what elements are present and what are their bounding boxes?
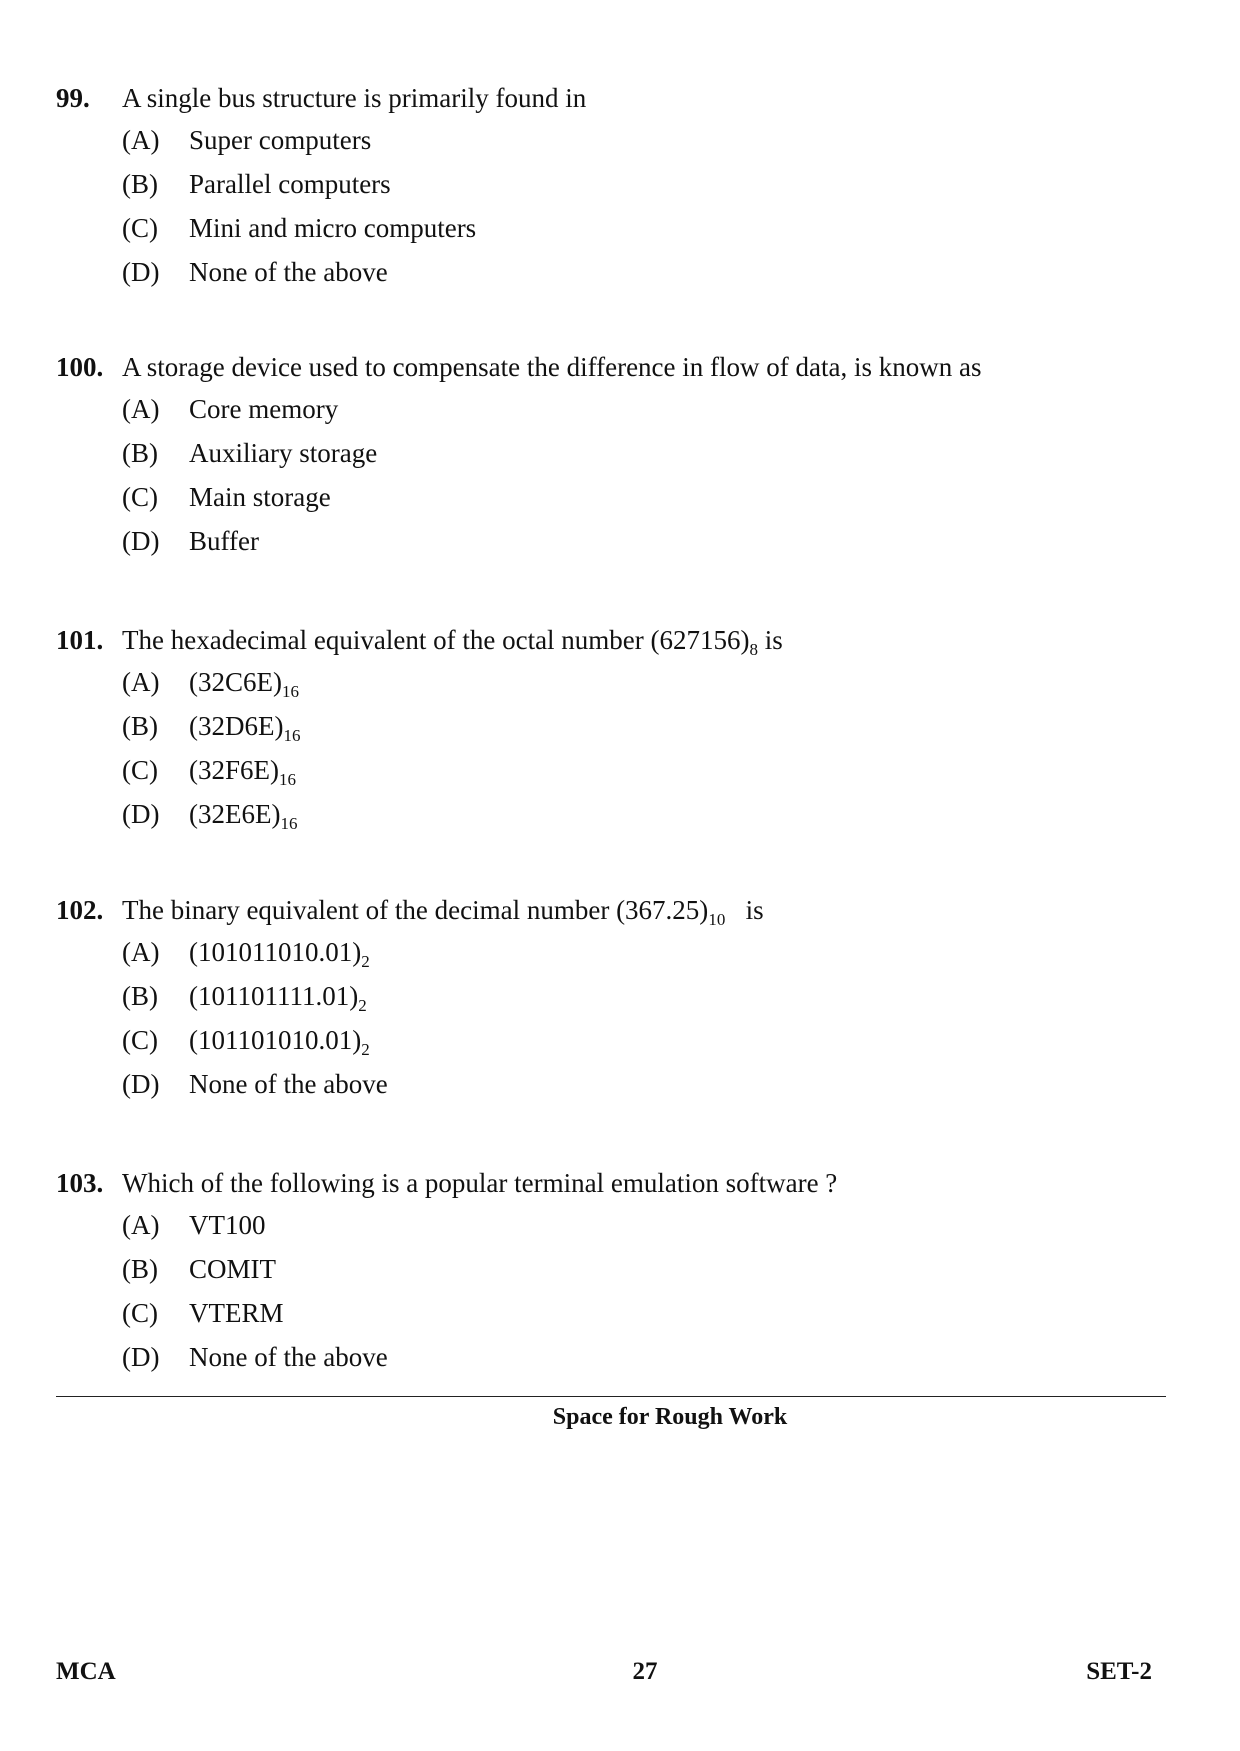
option-label: (D) bbox=[122, 526, 160, 556]
option-a bbox=[56, 387, 1176, 431]
option-c bbox=[56, 475, 1176, 519]
option-text: Mini and micro computers bbox=[189, 213, 477, 243]
option-d bbox=[56, 250, 1176, 294]
footer-set: SET-2 bbox=[1086, 1658, 1152, 1685]
question-number: 100. bbox=[56, 352, 104, 382]
option-text: Super computers bbox=[189, 125, 372, 155]
question-102 bbox=[56, 890, 1176, 1106]
option-c bbox=[56, 1018, 1176, 1062]
question-number: 102. bbox=[56, 895, 104, 925]
question-number: 103. bbox=[56, 1168, 104, 1198]
option-value: (32C6E) bbox=[189, 667, 282, 697]
option-value: (32F6E) bbox=[189, 755, 279, 785]
option-text: Main storage bbox=[189, 482, 331, 512]
base-subscript: 2 bbox=[358, 996, 367, 1015]
base-subscript: 2 bbox=[361, 1040, 370, 1059]
option-label: (A) bbox=[122, 937, 160, 967]
option-label: (D) bbox=[122, 799, 160, 829]
option-b bbox=[56, 704, 1176, 748]
option-text: None of the above bbox=[189, 1069, 388, 1099]
question-text-main: The hexadecimal equivalent of the octal number (627156) bbox=[122, 625, 750, 655]
option-label: (B) bbox=[122, 169, 158, 199]
option-d bbox=[56, 1062, 1176, 1106]
option-label: (C) bbox=[122, 1025, 158, 1055]
option-label: (C) bbox=[122, 755, 158, 785]
option-d bbox=[56, 792, 1176, 836]
question-number: 101. bbox=[56, 625, 104, 655]
question-text: A storage device used to compensate the difference in flow of data, is known as bbox=[122, 352, 982, 382]
option-text bbox=[189, 974, 367, 1018]
option-a bbox=[56, 930, 1176, 974]
question-text bbox=[122, 890, 764, 930]
option-label: (A) bbox=[122, 1210, 160, 1240]
option-text: VTERM bbox=[189, 1298, 284, 1328]
option-text bbox=[189, 660, 299, 704]
base-subscript: 8 bbox=[749, 640, 759, 659]
base-subscript: 16 bbox=[279, 770, 296, 789]
question-text-tail: is bbox=[725, 895, 764, 925]
option-text: None of the above bbox=[189, 257, 388, 287]
question-101 bbox=[56, 620, 1176, 836]
question-text: A single bus structure is primarily found in bbox=[122, 83, 587, 113]
option-text bbox=[189, 704, 300, 748]
option-label: (B) bbox=[122, 981, 158, 1011]
option-value: (101101111.01) bbox=[189, 981, 359, 1011]
option-a bbox=[56, 660, 1176, 704]
option-label: (B) bbox=[122, 438, 158, 468]
footer-course: MCA bbox=[56, 1658, 116, 1685]
base-subscript: 16 bbox=[280, 814, 298, 833]
footer-page-number: 27 bbox=[632, 1658, 658, 1685]
option-a bbox=[56, 1203, 1176, 1247]
option-text bbox=[189, 748, 296, 792]
question-text bbox=[122, 620, 783, 660]
option-label: (D) bbox=[122, 1069, 160, 1099]
option-value: (32E6E) bbox=[189, 799, 281, 829]
option-label: (C) bbox=[122, 1298, 158, 1328]
option-value: (101101010.01) bbox=[189, 1025, 362, 1055]
option-text: None of the above bbox=[189, 1342, 388, 1372]
question-text: Which of the following is a popular terminal emulation software ? bbox=[122, 1168, 838, 1198]
option-text bbox=[189, 930, 370, 974]
question-100 bbox=[56, 347, 1176, 563]
option-label: (D) bbox=[122, 257, 160, 287]
question-99 bbox=[56, 78, 1176, 294]
option-d bbox=[56, 519, 1176, 563]
option-value: (101011010.01) bbox=[189, 937, 362, 967]
base-subscript: 16 bbox=[283, 726, 301, 745]
option-label: (A) bbox=[122, 125, 160, 155]
option-label: (C) bbox=[122, 213, 158, 243]
option-text bbox=[189, 1018, 370, 1062]
question-103 bbox=[56, 1163, 1176, 1379]
option-label: (B) bbox=[122, 711, 158, 741]
question-text-main: The binary equivalent of the decimal number (367.25) bbox=[122, 895, 709, 925]
option-label: (A) bbox=[122, 394, 160, 424]
option-value: (32D6E) bbox=[189, 711, 284, 741]
question-text-tail: is bbox=[758, 625, 783, 655]
option-text: Core memory bbox=[189, 394, 339, 424]
option-label: (C) bbox=[122, 482, 158, 512]
option-c bbox=[56, 206, 1176, 250]
option-text: COMIT bbox=[189, 1254, 276, 1284]
option-text: Auxiliary storage bbox=[189, 438, 378, 468]
option-b bbox=[56, 431, 1176, 475]
option-text: VT100 bbox=[189, 1210, 266, 1240]
rough-work-label: Space for Rough Work bbox=[552, 1404, 788, 1430]
option-label: (B) bbox=[122, 1254, 158, 1284]
option-b bbox=[56, 162, 1176, 206]
base-subscript: 16 bbox=[281, 682, 299, 701]
option-a bbox=[56, 118, 1176, 162]
base-subscript: 10 bbox=[708, 910, 726, 929]
option-text: Parallel computers bbox=[189, 169, 391, 199]
option-label: (D) bbox=[122, 1342, 160, 1372]
option-b bbox=[56, 1247, 1176, 1291]
rough-work-divider bbox=[56, 1396, 1166, 1397]
option-b bbox=[56, 974, 1176, 1018]
option-text bbox=[189, 792, 297, 836]
base-subscript: 2 bbox=[361, 952, 370, 971]
option-d bbox=[56, 1335, 1176, 1379]
option-c bbox=[56, 748, 1176, 792]
option-label: (A) bbox=[122, 667, 160, 697]
option-c bbox=[56, 1291, 1176, 1335]
question-number: 99. bbox=[56, 83, 90, 113]
option-text: Buffer bbox=[189, 526, 259, 556]
